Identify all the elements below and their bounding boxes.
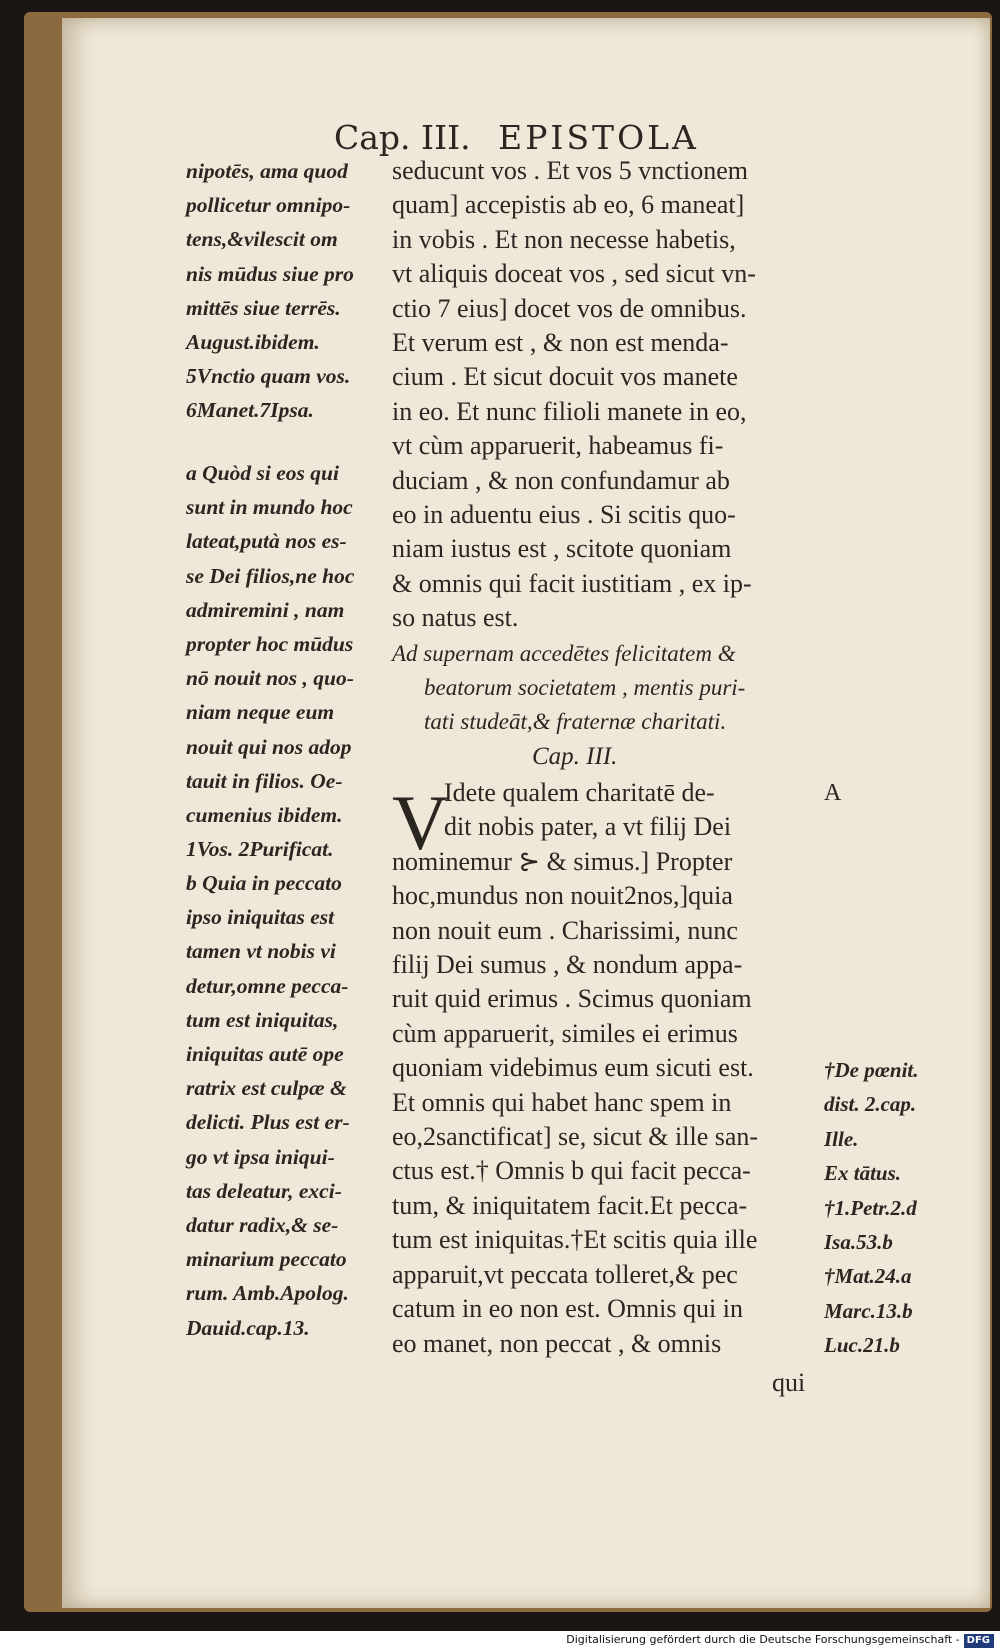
gloss-line: nis mūdus siue pro xyxy=(186,261,354,286)
gloss-line: tum est iniquitas, xyxy=(186,1007,339,1032)
gloss-line: nipotēs, ama quod xyxy=(186,159,348,183)
gloss-line: rum. Amb.Apolog. xyxy=(186,1281,349,1306)
gloss-line: Dauid.cap.13. xyxy=(186,1315,310,1340)
gloss-line: detur,omne pecca- xyxy=(186,973,349,998)
running-header xyxy=(334,118,699,157)
ref-note: Isa.53.b xyxy=(824,1230,893,1255)
gloss-line: datur radix,& se- xyxy=(186,1213,339,1238)
header-chapter: Cap. III. xyxy=(334,118,471,157)
gloss-line: admiremini , nam xyxy=(186,597,345,622)
gloss-line: tas deleatur, exci- xyxy=(186,1178,342,1203)
right-margin-letter: A xyxy=(824,780,842,806)
ref-note: dist. 2.cap. xyxy=(824,1092,917,1117)
gloss-line: se Dei filios,ne hoc xyxy=(186,563,355,588)
text-line: quam] accepistis ab eo, 6 maneat] xyxy=(392,190,745,220)
text-line: tum est iniquitas.†Et scitis quia ille xyxy=(392,1225,758,1255)
main-text-block-2 xyxy=(392,776,822,1361)
text-line: ruit quid erimus . Scimus quoniam xyxy=(392,984,752,1014)
gloss-line: propter hoc mūdus xyxy=(186,632,354,657)
catchword: qui xyxy=(772,1368,806,1397)
ref-note: Ex tātus. xyxy=(824,1161,902,1186)
gloss-line: niam neque eum xyxy=(186,700,335,725)
gloss-line: mittēs siue terrēs. xyxy=(186,295,341,320)
text-line: Idete qualem charitatē de- xyxy=(444,778,715,807)
gloss-line: ipso iniquitas est xyxy=(186,905,335,930)
gloss-line: 1Vos. 2Purificat. xyxy=(186,837,334,862)
ref-note: Luc.21.b xyxy=(824,1333,900,1358)
text-line: Et omnis qui habet hanc spem in xyxy=(392,1087,732,1117)
text-line: eo in aduentu eius . Si scitis quo- xyxy=(392,500,736,530)
dfg-logo: DFG xyxy=(964,1634,994,1648)
text-line: eo,2sanctificat] se, sicut & ille san- xyxy=(392,1122,759,1152)
text-line: in eo. Et nunc filioli manete in eo, xyxy=(392,396,747,426)
text-line: in vobis . Et non necesse habetis, xyxy=(392,224,736,254)
text-line: filij Dei sumus , & nondum appa- xyxy=(392,950,743,980)
text-line: vt aliquis doceat vos , sed sicut vn- xyxy=(392,259,756,289)
gloss-line: lateat,putà nos es- xyxy=(186,529,347,554)
text-line: vt cùm apparuerit, habeamus fi- xyxy=(392,431,724,461)
text-line: duciam , & non confundamur ab xyxy=(392,465,730,495)
left-gloss-1 xyxy=(186,154,392,428)
ref-note: †Mat.24.a xyxy=(824,1264,912,1289)
summary-line: tati studeāt,& fraternæ charitati. xyxy=(424,709,727,734)
text-line: catum in eo non est. Omnis qui in xyxy=(392,1294,743,1324)
text-line: eo manet, non peccat , & omnis xyxy=(392,1328,722,1358)
text-line: nominemur ⊱ & simus.] Propter xyxy=(392,846,733,876)
left-gloss-3 xyxy=(186,866,392,1345)
gloss-line: a Quòd si eos qui xyxy=(186,461,339,485)
gloss-line: iniquitas autē ope xyxy=(186,1042,344,1067)
gloss-line: ratrix est culpæ & xyxy=(186,1076,347,1101)
text-line: hoc,mundus non nouit2nos,]quia xyxy=(392,881,733,911)
text-line: quoniam videbimus eum sicuti est. xyxy=(392,1053,754,1083)
gloss-line: tens,&vilescit om xyxy=(186,227,338,252)
gloss-line: August.ibidem. xyxy=(186,330,320,355)
gloss-line: 5Vnctio quam vos. xyxy=(186,364,351,389)
chapter-heading: Cap. III. xyxy=(532,743,618,770)
text-line: dit nobis pater, a vt filij Dei xyxy=(444,812,732,842)
digitization-footer xyxy=(0,1631,1000,1649)
gloss-line: go vt ipsa iniqui- xyxy=(186,1144,335,1169)
right-margin-notes xyxy=(824,1053,974,1363)
text-line: cium . Et sicut docuit vos manete xyxy=(392,362,738,392)
text-line: cùm apparuerit, similes ei erimus xyxy=(392,1018,738,1048)
text-line: ctio 7 eius] docet vos de omnibus. xyxy=(392,293,747,323)
text-line: niam iustus est , scitote quoniam xyxy=(392,534,732,564)
ref-note: Marc.13.b xyxy=(824,1298,913,1323)
gloss-line: 6Manet.7Ipsa. xyxy=(186,398,314,423)
text-line: non nouit eum . Charissimi, nunc xyxy=(392,915,738,945)
gloss-line: cumenius ibidem. xyxy=(186,803,343,828)
footer-text: Digitalisierung gefördert durch die Deutsche Forschungsgemeinschaft - xyxy=(566,1633,960,1646)
gloss-line: minarium peccato xyxy=(186,1247,347,1272)
gloss-line: tauit in filios. Oe- xyxy=(186,768,343,793)
gloss-line: pollicetur omnipo- xyxy=(186,193,351,218)
left-gloss-2 xyxy=(186,456,392,866)
text-line: so natus est. xyxy=(392,603,519,633)
summary-line: beatorum societatem , mentis puri- xyxy=(424,675,746,700)
gloss-line: nouit qui nos adop xyxy=(186,734,352,759)
gloss-line: sunt in mundo hoc xyxy=(186,495,353,520)
text-line: ctus est.† Omnis b qui facit pecca- xyxy=(392,1156,751,1186)
chapter-summary xyxy=(392,637,822,739)
gloss-line: b Quia in peccato xyxy=(186,871,342,895)
text-line: tum, & iniquitatem facit.Et pecca- xyxy=(392,1190,748,1220)
gloss-line: nō nouit nos , quo- xyxy=(186,666,354,691)
text-line: & omnis qui facit iustitiam , ex ip- xyxy=(392,568,752,598)
main-text-block-1 xyxy=(392,154,822,636)
header-title: EPISTOLA xyxy=(498,118,699,157)
drop-cap: V xyxy=(392,779,449,866)
text-line: apparuit,vt peccata tolleret,& pec xyxy=(392,1259,738,1289)
ref-note: †De pœnit. xyxy=(824,1058,919,1082)
ref-note: Ille. xyxy=(824,1126,859,1151)
gloss-line: delicti. Plus est er- xyxy=(186,1110,350,1135)
gloss-line: tamen vt nobis vi xyxy=(186,939,336,964)
text-line: Et verum est , & non est menda- xyxy=(392,328,729,358)
summary-line: Ad supernam accedētes felicitatem & xyxy=(392,641,736,666)
text-line: seducunt vos . Et vos 5 vnctionem xyxy=(392,156,749,185)
ref-note: †1.Petr.2.d xyxy=(824,1195,917,1220)
